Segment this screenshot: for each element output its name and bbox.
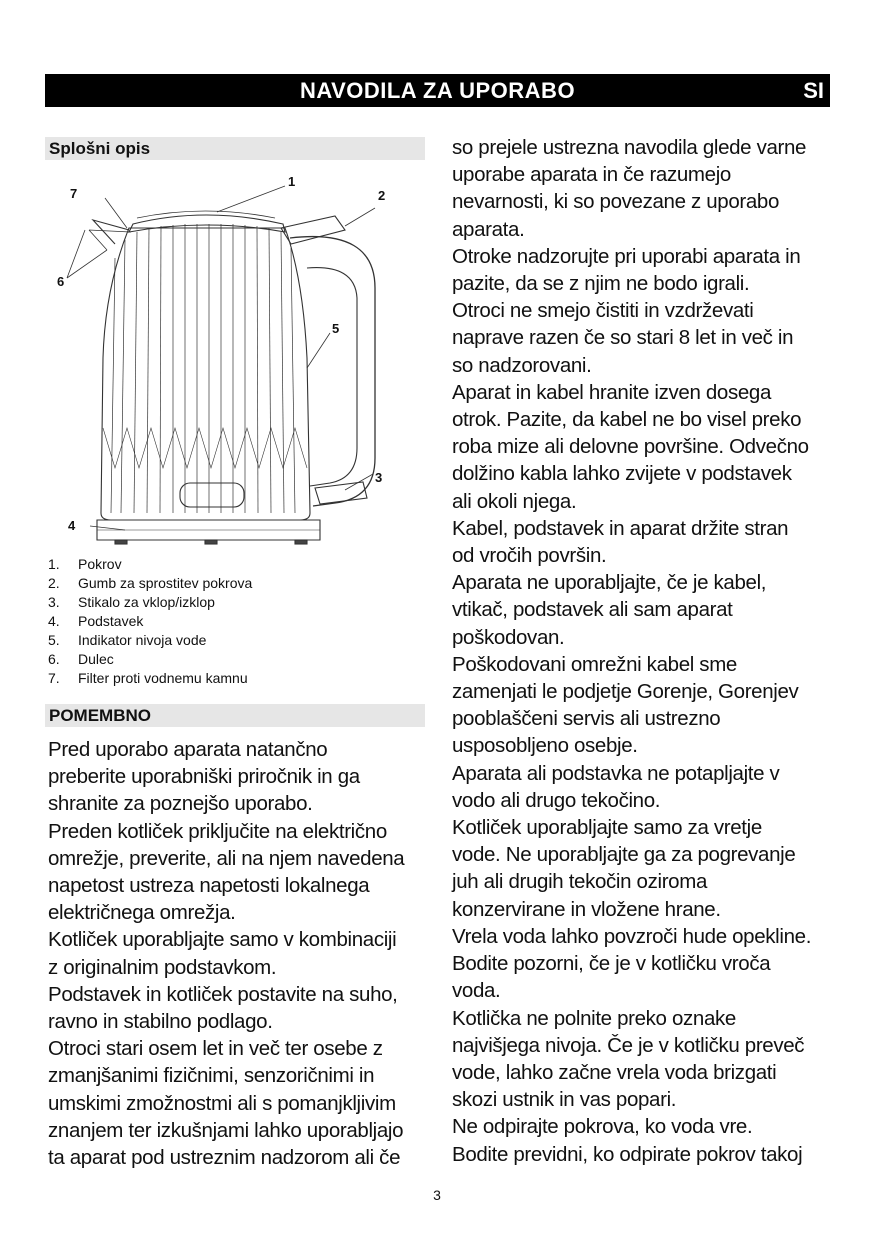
important-heading-text: POMEMBNO <box>49 706 151 725</box>
list-item: 1. Pokrov <box>48 556 122 572</box>
list-item: 6. Dulec <box>48 651 114 667</box>
lid-release-button <box>281 216 345 244</box>
list-item: 3. Stikalo za vklop/izklop <box>48 594 215 610</box>
callout-5: 5 <box>332 321 340 336</box>
language-code: SI <box>803 78 824 103</box>
kettle-body <box>101 228 310 520</box>
kettle-diagram <box>45 168 425 558</box>
callout-6: 6 <box>57 274 65 289</box>
kettle-lid <box>129 215 285 232</box>
list-item: 7. Filter proti vodnemu kamnu <box>48 670 248 686</box>
power-switch <box>315 482 367 504</box>
page-title: NAVODILA ZA UPORABO <box>299 78 576 103</box>
general-description-heading <box>45 137 425 160</box>
parts-list <box>48 555 428 688</box>
water-level-window <box>180 483 244 507</box>
safety-instructions-text: so prejele ustrezna navodila glede varne uporabe aparata in če razumejo nevarnosti, ki so povezane z uporabo aparata. Otroke nadzorujte pri uporabi aparata in pazite, da se z njim ne bodo igrali. Otroci ne smejo čistiti in vzdrževati naprave razen če so stari 8 let in več in so nadzorovani. Aparat in kabel hranite izven dosega otrok. Pazite, da kabel ne bo visel preko roba mize ali delovne površine. Odvečno dolžino kabla lahko zvijete v podstavek ali okoli njega. Kabel, podstavek in aparat držite stran od vročih površin. Aparata ne uporabljajte, če je kabel, vtikač, podstavek ali sam aparat poškodovan. Poškodovani omrežni kabel sme zamenjati le podjetje Gorenje, Gorenjev pooblaščeni servis ali ustrezno usposobljeno osebje. Aparata ali podstavka ne potapljajte v vodo ali drugo tekočino. Kotliček uporabljajte samo za vretje vode. Ne uporabljajte ga za pogrevanje juh ali drugih tekočin oziroma konzervirane in vložene hrane. Vrela voda lahko povzroči hude opekline. Bodite pozorni, če je v kotličku vroča voda. Kotlička ne polnite preko oznake najvišjega nivoja. Če je v kotličku preveč vode, lahko začne vrela voda brizgati skozi ustnik in vas popari. Ne odpirajte pokrova, ko voda vre. Bodite previdni, ko odpirate pokrov takoj <box>452 136 812 1166</box>
general-description-heading-text: Splošni opis <box>49 139 151 158</box>
header-bar <box>45 74 830 107</box>
list-item: 4. Podstavek <box>48 613 144 629</box>
kettle-handle <box>290 237 375 506</box>
callout-4: 4 <box>68 518 76 533</box>
callout-2: 2 <box>378 188 386 203</box>
callout-3: 3 <box>375 470 383 485</box>
callout-7: 7 <box>70 186 78 201</box>
list-item: 2. Gumb za sprostitev pokrova <box>48 575 253 591</box>
important-text: Pred uporabo aparata natančno preberite uporabniški priročnik in ga shranite za poznejšo uporabo. Preden kotliček priključite na električno omrežje, preverite, ali na njem navedena napetost ustreza napetosti lokalnega električnega omrežja. Kotliček uporabljajte samo v kombinaciji z originalnim podstavkom. Podstavek in kotliček postavite na suho, ravno in stabilno podlago. Otroci stari osem let in več ter osebe z zmanjšanimi fizičnimi, senzoričnimi in umskimi zmožnostmi ali s pomanjkljivim znanjem ter izkušnjami lahko uporabljajo ta aparat pod ustreznim nadzorom ali če <box>48 738 405 1170</box>
callout-1: 1 <box>288 174 296 189</box>
list-item: 5. Indikator nivoja vode <box>48 632 207 648</box>
page-number: 3 <box>433 1187 441 1203</box>
important-heading <box>45 704 425 727</box>
